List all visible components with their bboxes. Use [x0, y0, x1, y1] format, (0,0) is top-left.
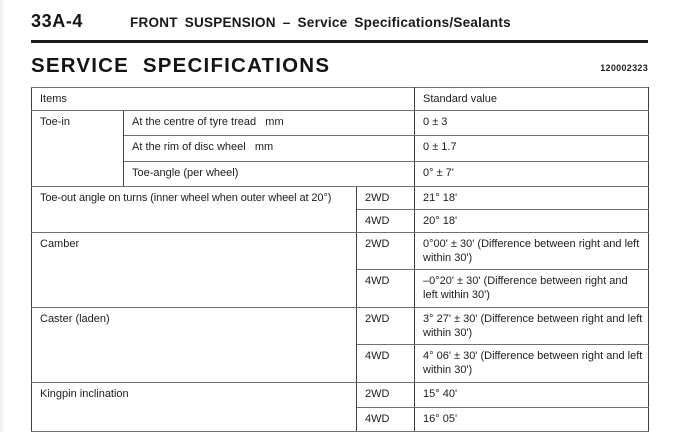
value-cell: 4° 06' ± 30' (Difference between right and left within 30') [415, 345, 649, 383]
doc-code: 120002323 [600, 63, 648, 73]
running-header-title: FRONT SUSPENSION – Service Specifications/Sealants [130, 15, 511, 30]
drive-cell: 2WD [357, 187, 415, 210]
drive-cell: 4WD [357, 210, 415, 233]
header-rule [31, 40, 648, 43]
table-row [32, 111, 649, 136]
value-cell: 0° ± 7' [415, 162, 649, 187]
running-header [31, 11, 648, 32]
value-cell: 15° 40' [415, 383, 649, 408]
table-row [32, 233, 649, 270]
value-cell: 0°00' ± 30' (Difference between right and left within 30') [415, 233, 649, 270]
value-cell: 21° 18' [415, 187, 649, 210]
table-row [32, 162, 649, 187]
drive-cell: 4WD [357, 408, 415, 432]
item-cell-camber: Camber [32, 233, 357, 308]
drive-cell: 2WD [357, 308, 415, 345]
column-header-standard-value: Standard value [415, 88, 649, 111]
sublabel-cell: At the centre of tyre tread mm [124, 111, 415, 136]
item-cell-toe-out: Toe-out angle on turns (inner wheel when outer wheel at 20°) [32, 187, 357, 233]
drive-cell: 2WD [357, 383, 415, 408]
sublabel-cell: At the rim of disc wheel mm [124, 136, 415, 162]
value-cell: –0°20' ± 30' (Difference between right and left within 30') [415, 270, 649, 308]
table-row [32, 136, 649, 162]
value-cell: 0 ± 3 [415, 111, 649, 136]
drive-cell: 4WD [357, 345, 415, 383]
drive-cell: 2WD [357, 233, 415, 270]
item-cell-kingpin: Kingpin inclination [32, 383, 357, 432]
item-cell-caster: Caster (laden) [32, 308, 357, 383]
table-header-row [32, 88, 649, 111]
value-cell: 20° 18' [415, 210, 649, 233]
table-row [32, 308, 649, 345]
item-cell-toe-in: Toe-in [32, 111, 124, 187]
value-cell: 3° 27' ± 30' (Difference between right and left within 30') [415, 308, 649, 345]
column-header-items: Items [32, 88, 415, 111]
spec-table [31, 87, 649, 432]
section-title: SERVICE SPECIFICATIONS [31, 54, 331, 77]
value-cell: 16° 05' [415, 408, 649, 432]
value-cell: 0 ± 1.7 [415, 136, 649, 162]
table-row [32, 383, 649, 408]
sublabel-cell: Toe-angle (per wheel) [124, 162, 415, 187]
drive-cell: 4WD [357, 270, 415, 308]
table-row [32, 187, 649, 210]
page-number: 33A-4 [31, 11, 84, 31]
scan-edge-shadow [0, 0, 6, 432]
